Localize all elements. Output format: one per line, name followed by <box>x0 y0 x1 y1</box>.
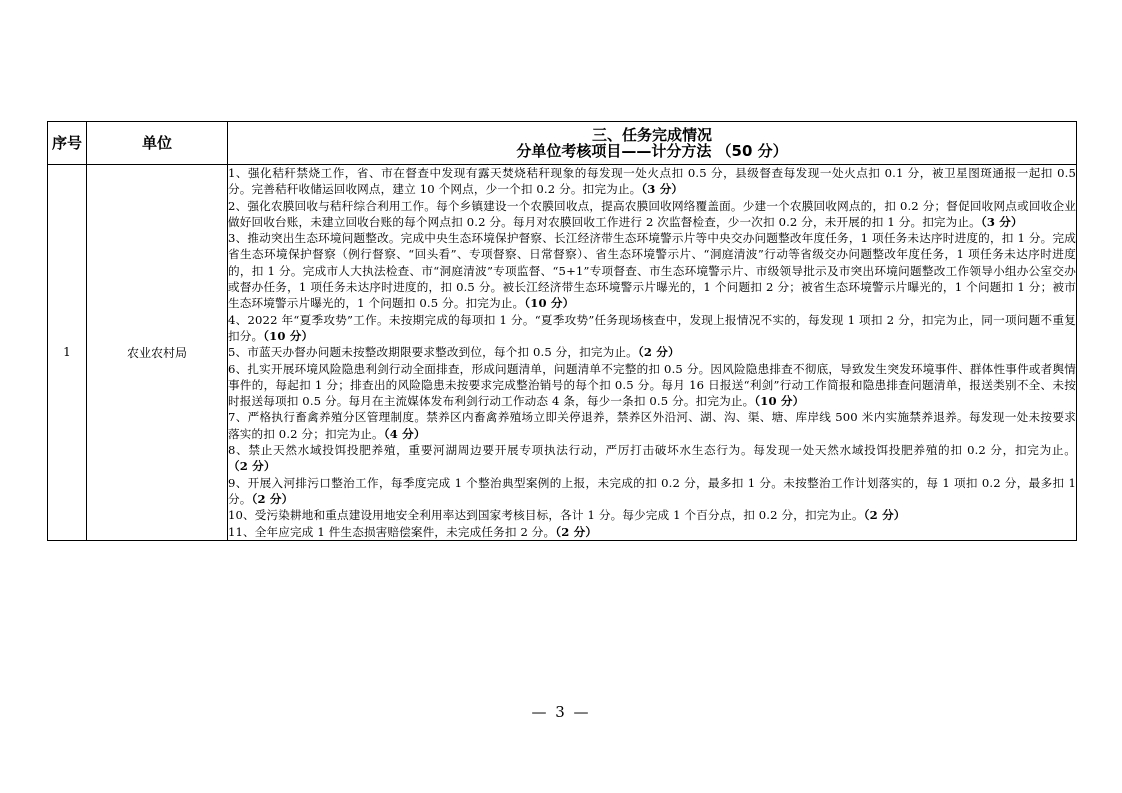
list-item: 6、扎实开展环境风险隐患利剑行动全面排查，形成问题清单，问题清单不完整的扣 0.5 分。因风险隐患排查不彻底，导致发生突发环境事件、群体性事件或者舆情事件的，每起扣 1 分；排查出的风险隐患未按要求完成整治销号的每个扣 0.5 分。每月 16 日报送“利剑”行动工作简报和隐患排查问题清单，报送类别不全、未按时报送每项扣 0.5 分。每月在主流媒体发布利剑行动工作动态 4 条，每少一条扣 0.5 分。扣完为止。（10 分） <box>228 361 1076 409</box>
item-score: （2 分） <box>228 459 276 474</box>
header-seq: 序号 <box>48 122 87 165</box>
item-score: （10 分） <box>263 328 314 343</box>
list-item: 2、强化农膜回收与秸秆综合利用工作。每个乡镇建设一个农膜回收点，提高农膜回收网络覆盖面。少建一个农膜回收网点的，扣 0.2 分；督促回收网点或回收企业做好回收台账，未建立回收台账的每个网点扣 0.2 分。每月对农膜回收工作进行 2 次监督检查，少一次扣 0.2 分，未开展的扣 1 分。扣完为止。（3 分） <box>228 198 1076 229</box>
table-row <box>48 165 1077 541</box>
list-item: 1、强化秸秆禁烧工作，省、市在督查中发现有露天焚烧秸秆现象的每发现一处火点扣 0.5 分，县级督查每发现一处火点扣 0.1 分，被卫星图斑通报一起扣 0.5 分。完善秸秆收储运回收网点，建立 10 个网点，少一个扣 0.2 分。扣完为止。（3 分） <box>228 166 1076 197</box>
list-item: 7、严格执行畜禽养殖分区管理制度。禁养区内畜禽养殖场立即关停退养，禁养区外沿河、湖、沟、渠、塘、库岸线 500 米内实施禁养退养。每发现一处未按要求落实的扣 0.2 分；扣完为止。（4 分） <box>228 410 1076 441</box>
item-score: （4 分） <box>383 426 426 441</box>
header-unit: 单位 <box>87 122 228 165</box>
list-item: 4、2022 年“夏季攻势”工作。未按期完成的每项扣 1 分。“夏季攻势”任务现场核查中，发现上报情况不实的，每发现 1 项扣 2 分，扣完为止，同一项问题不重复扣分。（10 分） <box>228 312 1076 343</box>
assessment-table <box>47 121 1077 541</box>
list-item: 11、全年应完成 1 件生态损害赔偿案件，未完成任务扣 2 分。（2 分） <box>228 524 598 539</box>
list-item: 5、市蓝天办督办问题未按整改期限要求整改到位，每个扣 0.5 分，扣完为止。（2 分） <box>228 345 680 360</box>
header-content <box>228 122 1077 165</box>
list-item: 9、开展入河排污口整治工作，每季度完成 1 个整治典型案例的上报，未完成的扣 0.2 分，最多扣 1 分。未按整治工作计划落实的，每 1 项扣 0.2 分，最多扣 1 分。（2 分） <box>228 475 1076 506</box>
table-header <box>48 122 1077 165</box>
item-score: （10 分） <box>754 394 805 409</box>
row-seq: 1 <box>48 165 87 541</box>
list-item: 8、禁止天然水域投饵投肥养殖，重要河湖周边要开展专项执法行动，严厉打击破坏水生态行为。每发现一处天然水域投饵投肥养殖的扣 0.2 分，扣完为止。（2 分） <box>228 443 1076 474</box>
row-content <box>228 165 1077 541</box>
item-score: （2 分） <box>637 345 680 360</box>
row-unit: 农业农村局 <box>87 165 228 541</box>
item-score: （2 分） <box>555 524 598 539</box>
item-score: （3 分） <box>980 214 1023 229</box>
list-item: 10、受污染耕地和重点建设用地安全利用率达到国家考核目标，各计 1 分。每少完成 1 个百分点，扣 0.2 分，扣完为止。（2 分） <box>228 508 906 523</box>
item-score: （2 分） <box>251 491 294 506</box>
page-number: — 3 — <box>531 703 591 721</box>
item-score: （2 分） <box>863 508 906 523</box>
header-content-title: 三、任务完成情况 <box>591 126 712 144</box>
item-score: （10 分） <box>524 296 575 311</box>
item-score: （3 分） <box>641 182 684 197</box>
list-item: 3、推动突出生态环境问题整改。完成中央生态环境保护督察、长江经济带生态环境警示片等中央交办问题整改年度任务，1 项任务未达序时进度的，扣 1 分。完成省生态环境保护督察（例行督察、“回头看”、专项督察、日常督察）、省生态环境警示片、“洞庭清波”行动等省级交办问题整改年度任务，1 项任务未达序时进度的，扣 1 分。完成市人大执法检查、市“洞庭清波”专项监督、“5+1”专项督查、市生态环境警示片、市级领导批示及市突出环境问题整改工作领导小组办公室交办或督办任务，1 项任务未达序时进度的，扣 0.5 分。被长江经济带生态环境警示片曝光的，1 个问题扣 2 分；被省生态环境警示片曝光的，1 个问题扣 1 分；被市生态环境警示片曝光的，1 个问题扣 0.5 分。扣完为止。（10 分） <box>228 231 1076 311</box>
header-content-subtitle: 分单位考核项目——计分方法 （50 分） <box>516 142 788 160</box>
